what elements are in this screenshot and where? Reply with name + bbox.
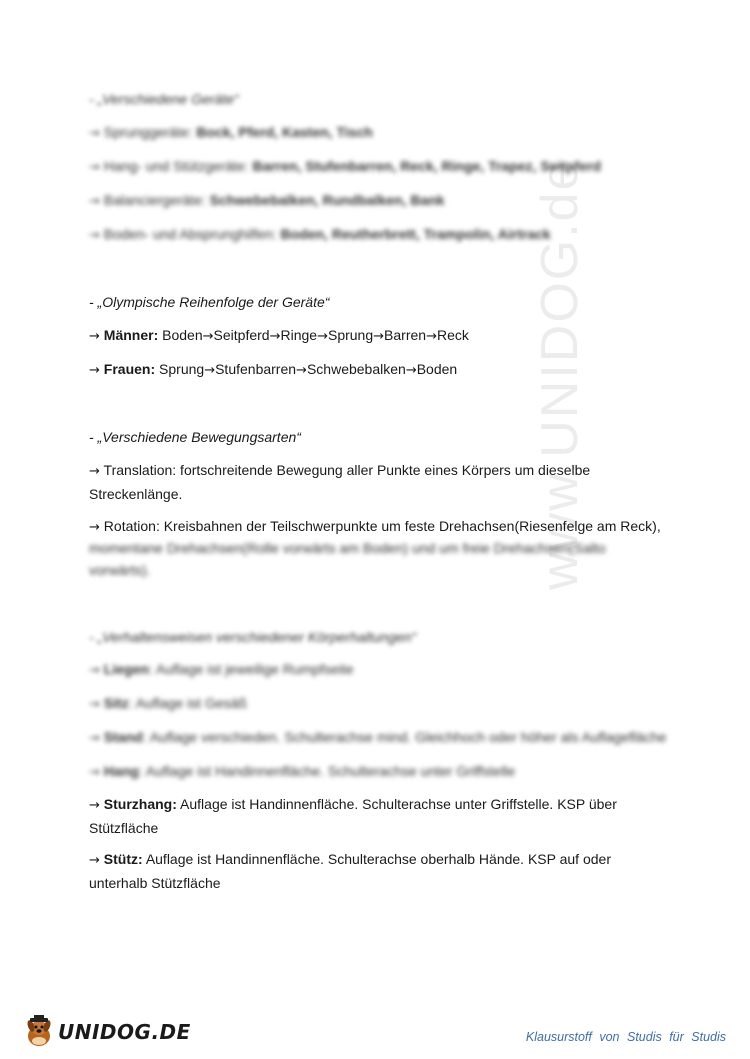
- logo-text: UNIDOG.DE: [58, 1020, 191, 1044]
- section-heading-verhalten: - „Verhaltensweisen verschiedener Körperhaltungen“: [89, 629, 417, 645]
- arrow-right-icon: →: [373, 329, 385, 344]
- arrow-right-icon: →: [89, 853, 100, 868]
- paragraph-stuetz: → Stütz: Auflage ist Handinnenfläche. Schulterachse oberhalb Hände. KSP auf oder unterhalb Stützfläche: [89, 851, 611, 891]
- list-item: → Hang- und Stützgeräte: Barren, Stufenbarren, Reck, Ringe, Trapez, Seitpferd: [89, 158, 601, 175]
- section-heading-olympisch: - „Olympische Reihenfolge der Geräte“: [89, 294, 330, 310]
- arrow-right-icon: →: [317, 329, 328, 344]
- list-item: → Sitz: Auflage ist Gesäß: [89, 695, 247, 712]
- arrow-right-icon: →: [89, 731, 100, 746]
- list-item: → Stand: Auflage verschieden. Schulterachse mind. Gleichhoch oder höher als Auflagefläche: [89, 729, 667, 746]
- paragraph-rotation: → Rotation: Kreisbahnen der Teilschwerpunkte um feste Drehachsen(Riesenfelge am Reck),: [89, 518, 661, 535]
- arrow-right-icon: →: [204, 363, 216, 378]
- arrow-right-icon: →: [89, 363, 100, 378]
- list-item: → Boden- und Absprunghilfen: Boden, Reutherbrett, Trampolin, Airtrack: [89, 226, 551, 243]
- paragraph-translation: → Translation: fortschreitende Bewegung aller Punkte eines Körpers um dieselbe Streckenlänge.: [89, 462, 591, 502]
- arrow-right-icon: →: [89, 765, 100, 780]
- arrow-right-icon: →: [89, 663, 100, 678]
- arrow-right-icon: →: [202, 329, 214, 344]
- sequence-maenner: → Männer: Boden→Seitpferd→Ringe→Sprung→Barren→Reck: [89, 327, 469, 344]
- arrow-right-icon: →: [89, 798, 100, 813]
- sequence-frauen: → Frauen: Sprung→Stufenbarren→Schwebebalken→Boden: [89, 361, 458, 378]
- arrow-right-icon: →: [89, 520, 100, 535]
- arrow-right-icon: →: [296, 363, 307, 378]
- dog-mascot-icon: [22, 1014, 58, 1050]
- arrow-right-icon: →: [89, 126, 100, 141]
- arrow-right-icon: →: [89, 697, 100, 712]
- arrow-right-icon: →: [89, 160, 100, 175]
- arrow-right-icon: →: [89, 228, 100, 243]
- watermark: www.UNIDOG.de: [531, 159, 589, 590]
- footer-claim: Klausurstoff von Studis für Studis: [525, 1030, 726, 1044]
- list-item: → Sprunggeräte: Bock, Pferd, Kasten, Tisch: [89, 124, 373, 141]
- arrow-right-icon: →: [89, 194, 100, 209]
- list-item: → Balanciergeräte: Schwebebalken, Rundbalken, Bank: [89, 192, 445, 209]
- section-heading-bewegung: - „Verschiedene Bewegungsarten“: [89, 429, 301, 445]
- arrow-right-icon: →: [405, 363, 417, 378]
- arrow-right-icon: →: [89, 464, 100, 479]
- list-item: → Hang: Auflage ist Handinnenfläche. Schulterachse unter Griffstelle: [89, 763, 516, 780]
- arrow-right-icon: →: [269, 329, 281, 344]
- paragraph-rotation-continued: momentane Drehachsen(Rolle vorwärts am Boden) und um freie Drehachsen(Salto vorwärts).: [89, 540, 606, 578]
- paragraph-sturzhang: → Sturzhang: Auflage ist Handinnenfläche. Schulterachse unter Griffstelle. KSP über Stützfläche: [89, 796, 617, 836]
- arrow-right-icon: →: [426, 329, 437, 344]
- list-item: → Liegen: Auflage ist jeweilige Rumpfseite: [89, 661, 354, 678]
- arrow-right-icon: →: [89, 329, 100, 344]
- footer-logo[interactable]: [22, 1012, 191, 1052]
- section-heading-geraete: - „Verschiedene Geräte“: [89, 91, 239, 107]
